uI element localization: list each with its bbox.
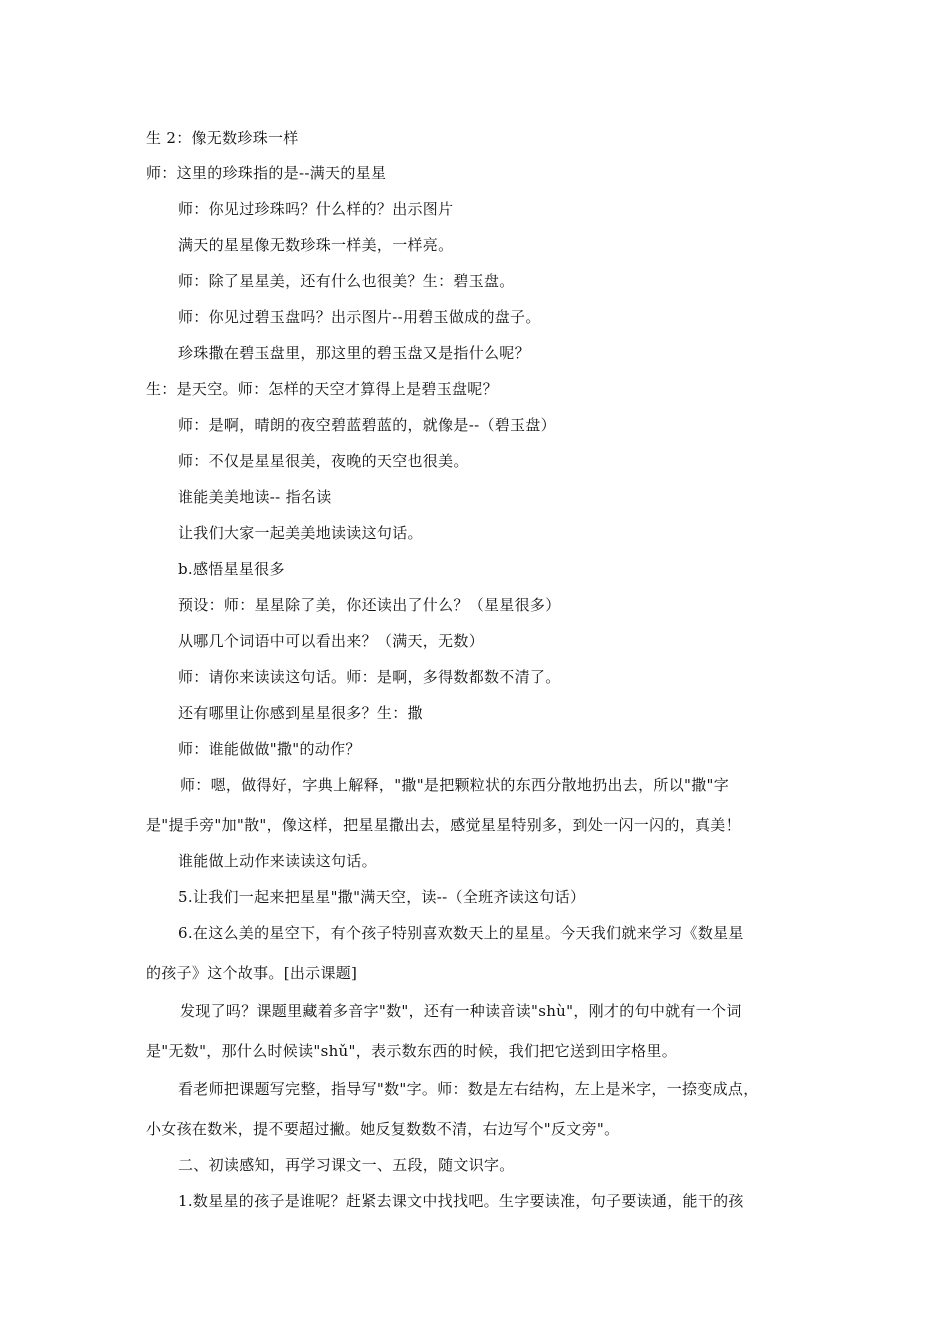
text-line: 生 2：像无数珍珠一样 xyxy=(146,129,299,147)
text-line: 看老师把课题写完整，指导写"数"字。师：数是左右结构，左上是米字，一捺变成点， xyxy=(178,1080,759,1098)
text-line: 师：除了星星美，还有什么也很美？生：碧玉盘。 xyxy=(178,272,515,290)
text-line: 是"提手旁"加"散"，像这样，把星星撒出去，感觉星星特别多，到处一闪一闪的，真美！ xyxy=(146,816,741,834)
text-line: 生：是天空。师：怎样的天空才算得上是碧玉盘呢？ xyxy=(146,380,498,398)
text-line: 6.在这么美的星空下，有个孩子特别喜欢数天上的星星。今天我们就来学习《数星星 xyxy=(178,924,744,942)
text-line: 还有哪里让你感到星星很多？生：撒 xyxy=(178,704,423,722)
text-line: 让我们大家一起美美地读读这句话。 xyxy=(178,524,423,542)
text-line: 谁能美美地读-- 指名读 xyxy=(178,488,332,506)
text-line: 师：你见过碧玉盘吗？出示图片--用碧玉做成的盘子。 xyxy=(178,308,541,326)
text-line: 小女孩在数米，提不要超过撇。她反复数数不清，右边写个"反文旁"。 xyxy=(146,1120,620,1138)
text-line: 发现了吗？课题里藏着多音字"数"，还有一种读音读"shù"，刚才的句中就有一个词 xyxy=(180,1002,742,1020)
text-line: 师：请你来读读这句话。师：是啊，多得数都数不清了。 xyxy=(178,668,561,686)
text-line: 预设：师：星星除了美，你还读出了什么？（星星很多） xyxy=(178,596,561,614)
text-line: 师：是啊，晴朗的夜空碧蓝碧蓝的，就像是--（碧玉盘） xyxy=(178,416,556,434)
text-line: 从哪几个词语中可以看出来？（满天，无数） xyxy=(178,632,485,650)
text-line: 二、初读感知，再学习课文一、五段，随文识字。 xyxy=(178,1156,515,1174)
text-line: 师：谁能做做"撒"的动作？ xyxy=(178,740,361,758)
text-line: 师：你见过珍珠吗？什么样的？出示图片 xyxy=(178,200,454,218)
text-line: 谁能做上动作来读读这句话。 xyxy=(178,852,377,870)
text-line: 1.数星星的孩子是谁呢？赶紧去课文中找找吧。生字要读准，句子要读通，能干的孩 xyxy=(178,1192,744,1210)
text-line: 师：嗯，做得好，字典上解释，"撒"是把颗粒状的东西分散地扔出去，所以"撒"字 xyxy=(180,776,730,794)
text-line: 的孩子》这个故事。[出示课题] xyxy=(146,964,358,982)
text-line: b.感悟星星很多 xyxy=(178,560,285,578)
text-line: 师：这里的珍珠指的是--满天的星星 xyxy=(146,164,387,182)
text-line: 师：不仅是星星很美，夜晚的天空也很美。 xyxy=(178,452,469,470)
text-line: 是"无数"，那什么时候读"shǔ"，表示数东西的时候，我们把它送到田字格里。 xyxy=(146,1042,678,1060)
text-line: 5.让我们一起来把星星"撒"满天空，读--（全班齐读这句话） xyxy=(178,888,586,906)
text-line: 珍珠撒在碧玉盘里，那这里的碧玉盘又是指什么呢？ xyxy=(178,344,530,362)
text-line: 满天的星星像无数珍珠一样美，一样亮。 xyxy=(178,236,454,254)
